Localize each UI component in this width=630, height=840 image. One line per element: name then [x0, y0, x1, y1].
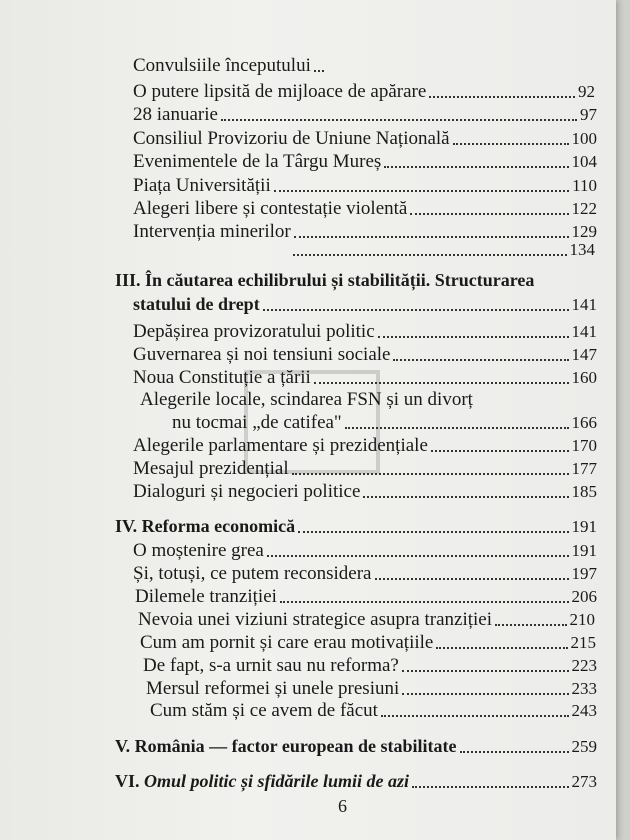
toc-entry-page: 160	[571, 368, 597, 387]
toc-entry	[133, 457, 597, 479]
toc-entry-page: 215	[570, 633, 596, 652]
toc-entry	[133, 320, 597, 342]
toc-entry-title: Dialoguri și negocieri politice	[133, 481, 361, 502]
toc-leader	[429, 96, 575, 98]
toc-leader	[402, 670, 569, 672]
toc-entry-page: 223	[571, 656, 597, 675]
toc-leader	[402, 693, 568, 695]
toc-entry-title: Nevoia unei viziuni strategice asupra tranziției	[138, 609, 492, 630]
toc-chapter-entry	[115, 770, 597, 792]
toc-leader	[298, 531, 568, 533]
toc-entry	[140, 388, 560, 410]
toc-entry-page: 134	[569, 240, 595, 259]
toc-entry-page: 243	[571, 701, 597, 720]
toc-entry-page: 147	[571, 345, 597, 364]
page-number: 6	[338, 796, 347, 816]
toc-leader	[436, 647, 567, 649]
toc-entry-title: Consiliul Provizoriu de Uniune Națională	[133, 128, 450, 149]
toc-leader	[363, 496, 568, 498]
toc-entry-title: Și, totuși, ce putem reconsidera	[133, 563, 372, 584]
toc-leader	[292, 473, 569, 475]
toc-leader	[378, 336, 569, 338]
toc-entry-title: Alegerile locale, scindarea FSN și un divorț	[140, 389, 473, 410]
toc-chapter-entry	[115, 735, 597, 757]
toc-entry	[133, 434, 597, 456]
toc-entry	[133, 174, 597, 196]
toc-entry	[133, 343, 597, 365]
toc-entry-page: 273	[571, 772, 597, 791]
toc-entry-page: 129	[571, 222, 597, 241]
toc-entry-title: O moștenire grea	[133, 540, 264, 561]
toc-entry-title: Depășirea provizoratului politic	[133, 321, 375, 342]
toc-entry-title: Convulsiile începutului	[133, 55, 311, 76]
toc-entry	[172, 411, 597, 433]
toc-entry	[133, 150, 597, 172]
toc-leader	[345, 427, 569, 429]
toc-entry	[133, 127, 597, 149]
toc-entry-title: Noua Constituție a țării	[133, 367, 311, 388]
chapter-v-heading: V. România — factor european de stabilitate	[115, 736, 457, 756]
toc-leader	[267, 555, 569, 557]
toc-leader	[263, 309, 569, 311]
toc-entry	[150, 699, 597, 721]
toc-entry-page: 191	[571, 517, 597, 536]
toc-entry-page: 206	[571, 587, 597, 606]
chapter-iv-heading: IV. Reforma economică	[115, 516, 296, 536]
toc-entry-page: 122	[571, 199, 597, 218]
toc-entry	[133, 80, 595, 102]
toc-entry-page: 185	[571, 482, 597, 501]
toc-entry-title: Dilemele tranziției	[135, 586, 277, 607]
toc-entry-title: Guvernarea și noi tensiuni sociale	[133, 344, 391, 365]
toc-leader	[410, 213, 568, 215]
toc-leader	[393, 359, 568, 361]
toc-leader	[384, 166, 568, 168]
toc-entry-page: 210	[569, 610, 595, 629]
chapter-vi-title: Omul politic și sfidările lumii de azi	[144, 771, 410, 791]
toc-entry-title: O putere lipsită de mijloace de apărare	[133, 81, 427, 102]
toc-entry-page: 166	[571, 413, 597, 432]
toc-entry-title: nu tocmai „de catifea"	[172, 412, 342, 433]
toc-leader	[293, 254, 567, 256]
toc-leader	[381, 715, 569, 717]
toc-leader	[280, 601, 569, 603]
toc-entry-title: 28 ianuarie	[133, 104, 218, 125]
chapter-vi-heading	[115, 771, 409, 792]
toc-leader	[274, 190, 569, 192]
toc-leader	[314, 70, 324, 72]
toc-entry-title: Piața Universității	[133, 175, 271, 196]
toc-entry-title: Cum am pornit și care erau motivațiile	[140, 632, 434, 653]
toc-entry-page: 177	[571, 459, 597, 478]
toc-leader	[314, 382, 569, 384]
toc-leader	[412, 786, 568, 788]
toc-leader	[375, 578, 569, 580]
toc-entry-page: 100	[571, 129, 597, 148]
toc-entry-title: Cum stăm și ce avem de făcut	[150, 700, 378, 721]
toc-entry	[133, 54, 323, 76]
toc-entry	[146, 677, 597, 699]
toc-entry-title: Mersul reformei și unele presiuni	[146, 678, 400, 699]
toc-entry-page: 170	[571, 436, 597, 455]
toc-leader	[460, 751, 569, 753]
toc-entry-page: 92	[578, 82, 595, 101]
toc-entry-page: 191	[571, 541, 597, 560]
toc-entry	[133, 197, 597, 219]
toc-entry-title: Alegeri libere și contestație violentă	[133, 198, 408, 219]
toc-leader	[431, 450, 569, 452]
toc-chapter-entry	[115, 515, 597, 537]
toc-entry-page: 110	[572, 176, 597, 195]
toc-entry-title: Intervenția minerilor	[133, 221, 291, 242]
toc-entry-page: 97	[580, 105, 597, 124]
toc-entry	[290, 238, 595, 260]
toc-chapter-entry	[133, 293, 597, 315]
toc-entry	[133, 103, 597, 125]
toc-entry	[135, 585, 597, 607]
toc-entry	[143, 654, 597, 676]
toc-entry-page: 197	[571, 564, 597, 583]
toc-leader	[453, 143, 569, 145]
toc-entry	[133, 366, 597, 388]
toc-entry-page: 259	[571, 737, 597, 756]
toc-entry	[133, 539, 597, 561]
chapter-vi-prefix: VI.	[115, 771, 145, 791]
chapter-iii-heading-line1: III. În căutarea echilibrului și stabilității. Structurarea	[115, 270, 535, 290]
toc-leader	[221, 119, 577, 121]
toc-entry-page: 141	[571, 322, 597, 341]
toc-entry-page: 233	[571, 679, 597, 698]
toc-entry-page: 104	[571, 152, 597, 171]
toc-entry	[133, 562, 597, 584]
toc-entry-title: Mesajul prezidențial	[133, 458, 289, 479]
toc-entry-title: De fapt, s-a urnit sau nu reforma?	[143, 655, 399, 676]
chapter-iii-heading-line2: statului de drept	[133, 294, 260, 314]
toc-entry	[138, 608, 595, 630]
toc-entry-page: 141	[571, 295, 597, 314]
toc-entry	[133, 480, 597, 502]
toc-entry-title: Evenimentele de la Târgu Mureș	[133, 151, 382, 172]
toc-entry-title: Alegerile parlamentare și prezidențiale	[133, 435, 428, 456]
toc-entry	[140, 631, 596, 653]
toc-leader	[495, 624, 567, 626]
